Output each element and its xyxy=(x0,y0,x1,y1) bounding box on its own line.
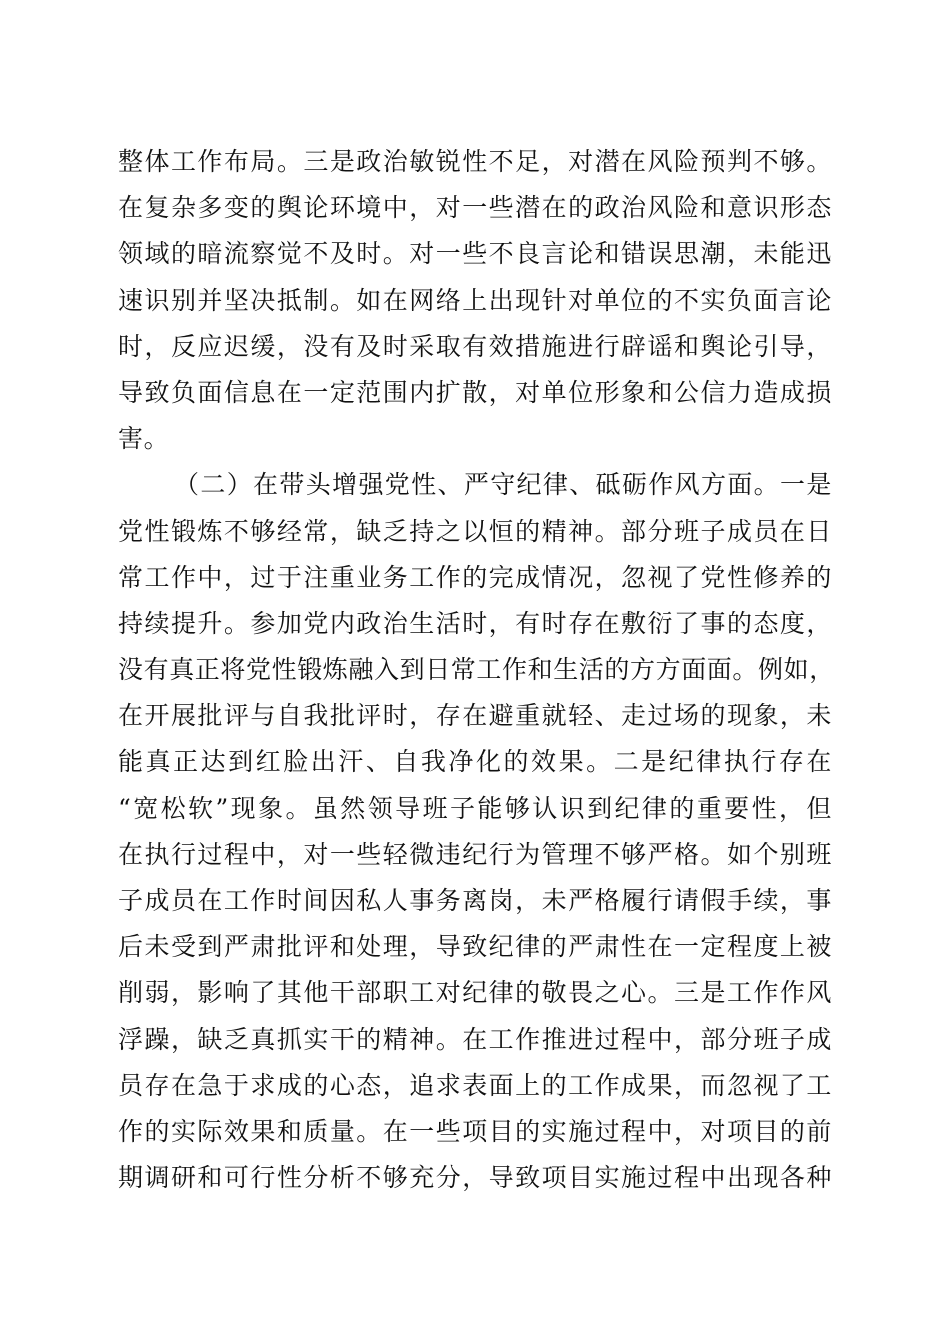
paragraph-2-line-16: 期调研和可行性分析不够充分，导致项目实施过程中出现各种 xyxy=(118,1163,832,1193)
paragraph-2-line-2: 党性锻炼不够经常，缺乏持之以恒的精神。部分班子成员在日 xyxy=(118,516,832,546)
paragraph-2-line-13: 浮躁，缺乏真抓实干的精神。在工作推进过程中，部分班子成 xyxy=(118,1024,832,1054)
paragraph-1-line-3: 领域的暗流察觉不及时。对一些不良言论和错误思潮，未能迅 xyxy=(118,239,832,269)
paragraph-2-line-15: 作的实际效果和质量。在一些项目的实施过程中，对项目的前 xyxy=(118,1116,832,1146)
paragraph-2-line-14: 员存在急于求成的心态，追求表面上的工作成果，而忽视了工 xyxy=(118,1070,832,1100)
paragraph-1-line-5: 时，反应迟缓，没有及时采取有效措施进行辟谣和舆论引导， xyxy=(118,331,832,361)
paragraph-1-line-7: 害。 xyxy=(118,424,170,454)
document-body xyxy=(118,139,835,1201)
paragraph-2-line-1: （二）在带头增强党性、严守纪律、砥砺作风方面。一是 xyxy=(174,470,832,500)
paragraph-2-line-7: 能真正达到红脸出汗、自我净化的效果。二是纪律执行存在 xyxy=(118,747,832,777)
paragraph-1-line-2: 在复杂多变的舆论环境中，对一些潜在的政治风险和意识形态 xyxy=(118,193,832,223)
paragraph-1-line-6: 导致负面信息在一定范围内扩散，对单位形象和公信力造成损 xyxy=(118,377,832,407)
paragraph-2-line-4: 持续提升。参加党内政治生活时，有时存在敷衍了事的态度， xyxy=(118,608,832,638)
paragraph-2-line-5: 没有真正将党性锻炼融入到日常工作和生活的方方面面。例如， xyxy=(118,655,835,685)
paragraph-2-line-8: “宽松软”现象。虽然领导班子能够认识到纪律的重要性，但 xyxy=(118,793,832,823)
paragraph-2-line-6: 在开展批评与自我批评时，存在避重就轻、走过场的现象，未 xyxy=(118,701,832,731)
paragraph-2-line-12: 削弱，影响了其他干部职工对纪律的敬畏之心。三是工作作风 xyxy=(118,978,832,1008)
paragraph-1-line-4: 速识别并坚决抵制。如在网络上出现针对单位的不实负面言论 xyxy=(118,285,832,315)
paragraph-1-line-1: 整体工作布局。三是政治敏锐性不足，对潜在风险预判不够。 xyxy=(118,147,832,176)
paragraph-2-line-3: 常工作中，过于注重业务工作的完成情况，忽视了党性修养的 xyxy=(118,562,832,592)
paragraph-2-line-10: 子成员在工作时间因私人事务离岗，未严格履行请假手续，事 xyxy=(118,886,832,915)
paragraph-2-line-9: 在执行过程中，对一些轻微违纪行为管理不够严格。如个别班 xyxy=(118,839,832,869)
paragraph-2-line-11: 后未受到严肃批评和处理，导致纪律的严肃性在一定程度上被 xyxy=(118,932,832,962)
